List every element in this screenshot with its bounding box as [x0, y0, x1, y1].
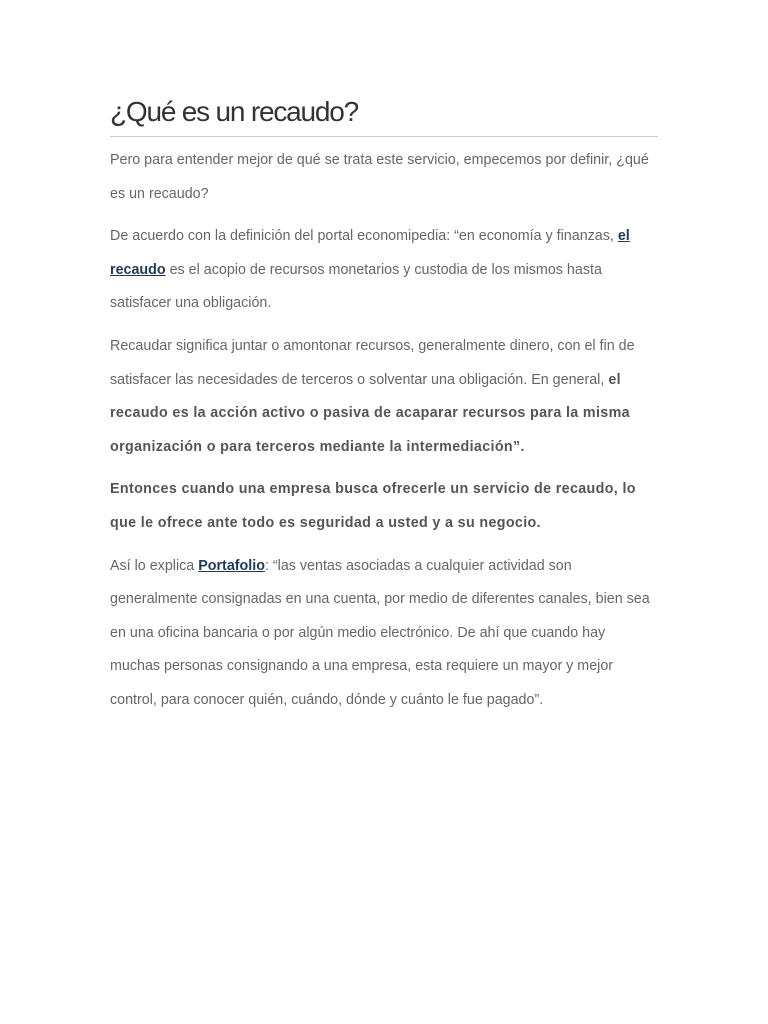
paragraph-portafolio-text-before: Así lo explica — [110, 557, 199, 574]
page-title: ¿Qué es un recaudo? — [110, 94, 658, 137]
paragraph-definition — [110, 220, 658, 321]
paragraph-definition-text-before: De acuerdo con la definición del portal economipedia: “en economía y finanzas, — [110, 228, 618, 245]
paragraph-portafolio-text-after: : “las ventas asociadas a cualquier actividad son generalmente consignadas en una cuenta, por medio de diferentes canales, bien sea en una oficina bancaria o por algún medio electrónico. De ahí que cuando hay muchas personas consignando a una empresa, esta requiere un mayor y mejor control, para conocer quién, cuándo, dónde y cuánto le fue pagado”. — [110, 557, 650, 708]
paragraph-entonces-bold: Entonces cuando una empresa busca ofrecerle un servicio de recaudo, lo que le ofrece ante todo es seguridad a usted y a su negocio. — [110, 481, 636, 531]
paragraph-recaudar-text: Recaudar significa juntar o amontonar recursos, generalmente dinero, con el fin de satisfacer las necesidades de terceros o solventar una obligación. En general, — [110, 337, 635, 388]
paragraph-intro — [110, 144, 658, 211]
paragraph-definition-text-after: es el acopio de recursos monetarios y custodia de los mismos hasta satisfacer una obligación. — [110, 261, 602, 312]
paragraph-intro-text: Pero para entender mejor de qué se trata este servicio, empecemos por definir, ¿qué es un recaudo? — [110, 152, 649, 202]
paragraph-recaudar — [110, 330, 658, 464]
article — [110, 94, 658, 718]
portafolio-link[interactable]: Portafolio — [198, 557, 265, 574]
paragraph-entonces — [110, 473, 658, 540]
paragraph-recaudar-bold: el recaudo es la acción activo o pasiva de acaparar recursos para la misma organización o para terceros mediante la intermediación”. — [110, 371, 630, 455]
el-recaudo-link[interactable]: el recaudo — [110, 228, 630, 278]
paragraph-portafolio — [110, 550, 658, 718]
